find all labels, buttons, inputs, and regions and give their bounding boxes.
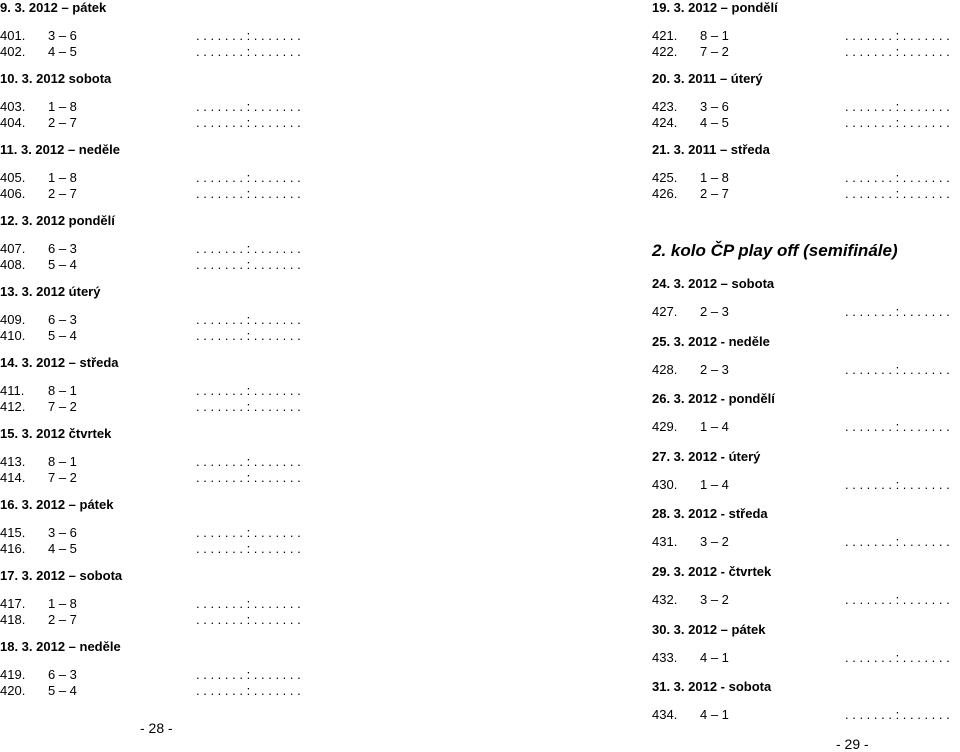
game-number: 430. bbox=[652, 476, 678, 492]
date-heading: 15. 3. 2012 čtvrtek bbox=[0, 426, 112, 441]
result-placeholder: . . . . . . . : . . . . . . . bbox=[196, 312, 301, 327]
game-pairing: 5 – 4 bbox=[48, 257, 77, 272]
game-number: 411. bbox=[0, 383, 25, 398]
result-placeholder: . . . . . . . : . . . . . . . bbox=[845, 186, 950, 201]
game-number: 424. bbox=[652, 115, 678, 130]
result-placeholder: . . . . . . . : . . . . . . . bbox=[196, 470, 301, 485]
date-heading: 14. 3. 2012 – středa bbox=[0, 355, 119, 370]
game-pairing: 3 – 2 bbox=[700, 534, 729, 550]
result-placeholder: . . . . . . . : . . . . . . . bbox=[196, 44, 301, 59]
game-pairing: 7 – 2 bbox=[48, 470, 77, 485]
result-placeholder: . . . . . . . : . . . . . . . bbox=[196, 99, 301, 114]
result-placeholder: . . . . . . . : . . . . . . . bbox=[196, 399, 301, 414]
date-heading: 29. 3. 2012 - čtvrtek bbox=[652, 564, 772, 579]
game-pairing: 4 – 5 bbox=[48, 541, 77, 556]
game-pairing: 3 – 6 bbox=[700, 99, 729, 114]
result-placeholder: . . . . . . . : . . . . . . . bbox=[196, 170, 301, 185]
result-placeholder: . . . . . . . : . . . . . . . bbox=[845, 592, 950, 607]
game-pairing: 1 – 8 bbox=[48, 596, 77, 611]
game-pairing: 1 – 8 bbox=[700, 170, 729, 185]
game-number: 422. bbox=[652, 44, 678, 59]
date-heading: 31. 3. 2012 - sobota bbox=[652, 679, 772, 695]
game-number: 416. bbox=[0, 541, 26, 556]
result-placeholder: . . . . . . . : . . . . . . . bbox=[845, 361, 950, 377]
game-pairing: 3 – 6 bbox=[48, 28, 77, 43]
game-pairing: 4 – 5 bbox=[700, 115, 729, 130]
game-pairing: 8 – 1 bbox=[48, 454, 77, 469]
game-pairing: 5 – 4 bbox=[48, 328, 77, 343]
date-heading: 10. 3. 2012 sobota bbox=[0, 71, 112, 86]
game-pairing: 1 – 8 bbox=[48, 99, 77, 114]
game-pairing: 4 – 1 bbox=[700, 707, 729, 723]
result-placeholder: . . . . . . . : . . . . . . . bbox=[845, 419, 950, 435]
game-pairing: 2 – 3 bbox=[700, 304, 729, 319]
result-placeholder: . . . . . . . : . . . . . . . bbox=[196, 328, 301, 343]
game-pairing: 8 – 1 bbox=[700, 28, 729, 43]
date-heading: 20. 3. 2011 – úterý bbox=[652, 71, 763, 86]
result-placeholder: . . . . . . . : . . . . . . . bbox=[196, 667, 301, 682]
date-heading: 24. 3. 2012 – sobota bbox=[652, 276, 775, 291]
game-number: 433. bbox=[652, 649, 678, 665]
game-number: 432. bbox=[652, 592, 678, 607]
game-number: 414. bbox=[0, 470, 26, 485]
game-number: 415. bbox=[0, 525, 26, 540]
game-pairing: 1 – 4 bbox=[700, 419, 729, 435]
date-heading: 19. 3. 2012 – pondělí bbox=[652, 0, 778, 15]
result-placeholder: . . . . . . . : . . . . . . . bbox=[845, 28, 950, 43]
date-heading: 11. 3. 2012 – neděle bbox=[0, 142, 120, 157]
game-pairing: 8 – 1 bbox=[48, 383, 77, 398]
date-heading: 26. 3. 2012 - pondělí bbox=[652, 391, 775, 407]
game-number: 420. bbox=[0, 683, 26, 698]
game-number: 418. bbox=[0, 612, 26, 627]
game-number: 408. bbox=[0, 257, 26, 272]
result-placeholder: . . . . . . . : . . . . . . . bbox=[845, 304, 950, 319]
game-pairing: 4 – 5 bbox=[48, 44, 77, 59]
date-heading: 16. 3. 2012 – pátek bbox=[0, 497, 114, 512]
date-heading: 12. 3. 2012 pondělí bbox=[0, 213, 115, 228]
game-pairing: 4 – 1 bbox=[700, 649, 729, 665]
game-number: 428. bbox=[652, 361, 678, 377]
game-pairing: 7 – 2 bbox=[48, 399, 77, 414]
game-number: 425. bbox=[652, 170, 678, 185]
game-number: 431. bbox=[652, 534, 678, 550]
date-heading: 25. 3. 2012 - neděle bbox=[652, 333, 770, 349]
game-number: 423. bbox=[652, 99, 678, 114]
result-placeholder: . . . . . . . : . . . . . . . bbox=[196, 241, 301, 256]
game-number: 403. bbox=[0, 99, 26, 114]
date-heading: 18. 3. 2012 – neděle bbox=[0, 639, 121, 654]
date-heading: 21. 3. 2011 – středa bbox=[652, 142, 770, 157]
result-placeholder: . . . . . . . : . . . . . . . bbox=[845, 44, 950, 59]
game-number: 413. bbox=[0, 454, 26, 469]
date-heading: 27. 3. 2012 - úterý bbox=[652, 448, 761, 464]
game-number: 404. bbox=[0, 115, 26, 130]
date-heading: 28. 3. 2012 - středa bbox=[652, 506, 768, 522]
result-placeholder: . . . . . . . : . . . . . . . bbox=[845, 99, 950, 114]
section-title: 2. kolo ČP play off (semifinále) bbox=[652, 241, 898, 260]
game-pairing: 1 – 4 bbox=[700, 476, 729, 492]
result-placeholder: . . . . . . . : . . . . . . . bbox=[196, 683, 301, 698]
date-heading: 13. 3. 2012 úterý bbox=[0, 284, 101, 299]
result-placeholder: . . . . . . . : . . . . . . . bbox=[845, 170, 950, 185]
result-placeholder: . . . . . . . : . . . . . . . bbox=[196, 596, 301, 611]
date-heading: 30. 3. 2012 – pátek bbox=[652, 621, 766, 637]
game-pairing: 2 – 7 bbox=[48, 186, 77, 201]
game-number: 409. bbox=[0, 312, 26, 327]
page-number-left: - 28 - bbox=[140, 720, 173, 736]
game-pairing: 3 – 6 bbox=[48, 525, 77, 540]
game-number: 407. bbox=[0, 241, 26, 256]
game-pairing: 2 – 7 bbox=[48, 612, 77, 627]
game-number: 429. bbox=[652, 419, 678, 435]
game-pairing: 6 – 3 bbox=[48, 667, 77, 682]
result-placeholder: . . . . . . . : . . . . . . . bbox=[196, 115, 301, 130]
game-number: 402. bbox=[0, 44, 26, 59]
result-placeholder: . . . . . . . : . . . . . . . bbox=[196, 612, 301, 627]
result-placeholder: . . . . . . . : . . . . . . . bbox=[196, 186, 301, 201]
result-placeholder: . . . . . . . : . . . . . . . bbox=[845, 534, 950, 550]
game-pairing: 2 – 7 bbox=[48, 115, 77, 130]
result-placeholder: . . . . . . . : . . . . . . . bbox=[845, 115, 950, 130]
result-placeholder: . . . . . . . : . . . . . . . bbox=[196, 383, 301, 398]
result-placeholder: . . . . . . . : . . . . . . . bbox=[196, 541, 301, 556]
game-number: 405. bbox=[0, 170, 26, 185]
game-pairing: 1 – 8 bbox=[48, 170, 77, 185]
result-placeholder: . . . . . . . : . . . . . . . bbox=[196, 257, 301, 272]
game-pairing: 6 – 3 bbox=[48, 241, 77, 256]
result-placeholder: . . . . . . . : . . . . . . . bbox=[845, 649, 950, 665]
game-number: 401. bbox=[0, 28, 26, 43]
game-number: 427. bbox=[652, 304, 678, 319]
date-heading: 17. 3. 2012 – sobota bbox=[0, 568, 123, 583]
page-number-right: - 29 - bbox=[836, 736, 869, 752]
game-number: 426. bbox=[652, 186, 678, 201]
game-pairing: 2 – 7 bbox=[700, 186, 729, 201]
game-pairing: 5 – 4 bbox=[48, 683, 77, 698]
date-heading: 9. 3. 2012 – pátek bbox=[0, 0, 107, 15]
game-number: 410. bbox=[0, 328, 26, 343]
result-placeholder: . . . . . . . : . . . . . . . bbox=[845, 707, 950, 723]
game-pairing: 7 – 2 bbox=[700, 44, 729, 59]
game-pairing: 6 – 3 bbox=[48, 312, 77, 327]
result-placeholder: . . . . . . . : . . . . . . . bbox=[196, 28, 301, 43]
game-number: 417. bbox=[0, 596, 26, 611]
game-number: 419. bbox=[0, 667, 26, 682]
game-number: 412. bbox=[0, 399, 26, 414]
game-number: 421. bbox=[652, 28, 678, 43]
result-placeholder: . . . . . . . : . . . . . . . bbox=[196, 525, 301, 540]
game-pairing: 2 – 3 bbox=[700, 361, 729, 377]
game-number: 434. bbox=[652, 707, 678, 723]
game-pairing: 3 – 2 bbox=[700, 592, 729, 607]
result-placeholder: . . . . . . . : . . . . . . . bbox=[196, 454, 301, 469]
result-placeholder: . . . . . . . : . . . . . . . bbox=[845, 476, 950, 492]
game-number: 406. bbox=[0, 186, 26, 201]
